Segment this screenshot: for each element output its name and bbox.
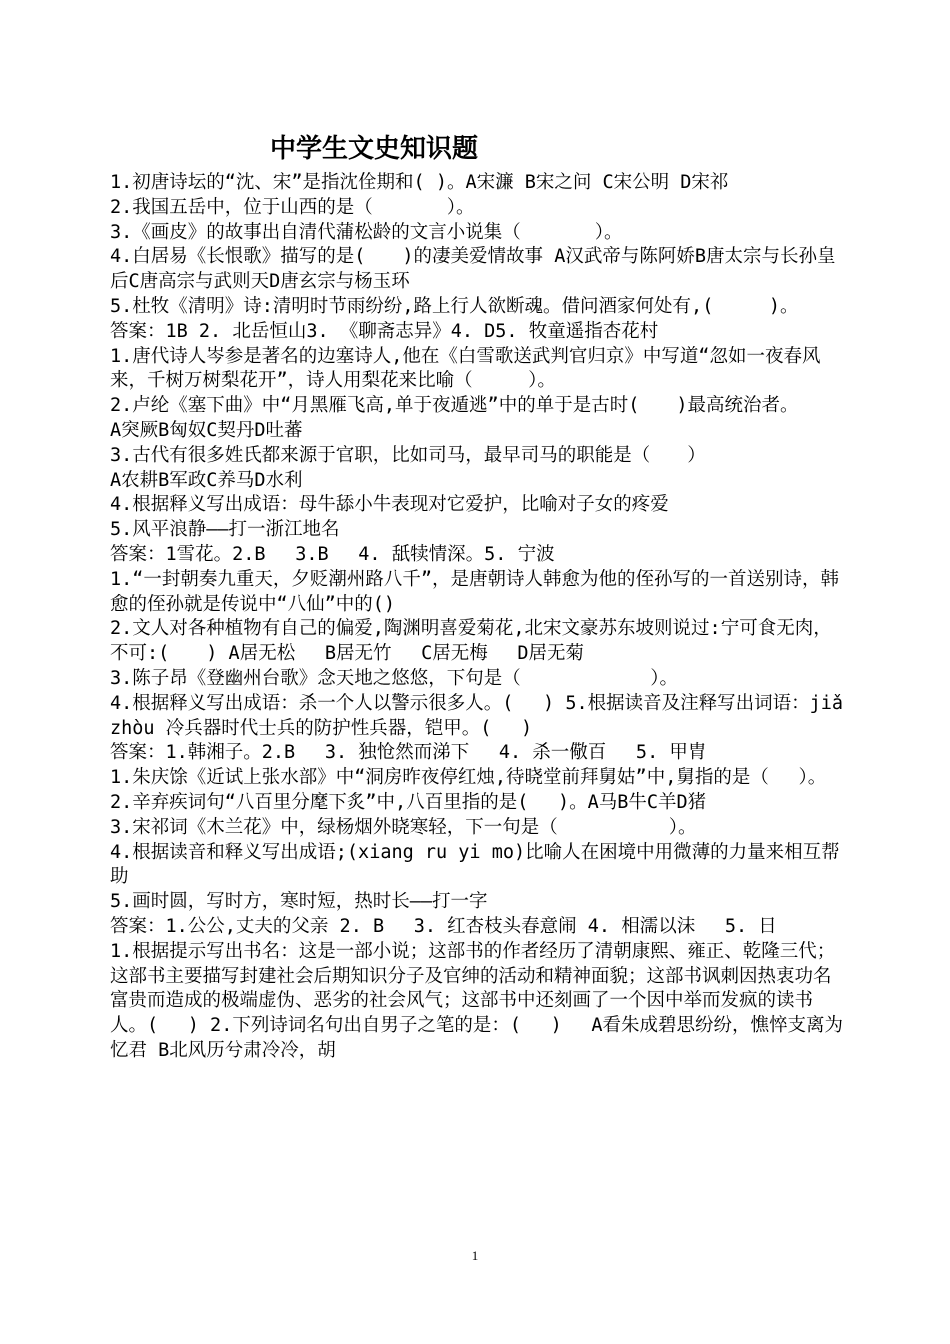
answer-line: 答案：1B 2. 北岳恒山3. 《聊斋志异》4. D5. 牧童遥指杏花村 xyxy=(110,320,659,342)
text-line: 5.画时圆，写时方，寒时短，热时长——打一字 xyxy=(110,891,488,913)
page-number: 1 xyxy=(471,1248,479,1263)
text-line: 1.朱庆馀《近试上张水部》中“洞房昨夜停红烛,待晓堂前拜舅姑”中,舅指的是（ ）。 xyxy=(110,767,827,789)
text-line: 2.文人对各种植物有自己的偏爱,陶渊明喜爱菊花,北宋文豪苏东坡则说过:宁可食无肉，不可:( ) A居无松 B居无竹 C居无梅 D居无菊 xyxy=(110,618,832,665)
text-line: 3.《画皮》的故事出自清代蒲松龄的文言小说集（ ）。 xyxy=(110,221,623,243)
answer-line: 答案：1.韩湘子。2.B 3. 独怆然而涕下 4. 杀一儆百 5. 甲胄 xyxy=(110,742,707,764)
text-line: 4.根据释义写出成语：杀一个人以警示很多人。( ) 5.根据读音及注释写出词语：jiǎ zhòu 冷兵器时代士兵的防护性兵器，铠甲。( ) xyxy=(110,692,855,739)
answer-line: 答案：1雪花。2.B 3.B 4. 舐犊情深。5. 宁波 xyxy=(110,543,555,565)
text-line: 2.卢纶《塞下曲》中“月黑雁飞高,单于夜遁逃”中的单于是古时( )最高统治者。 xyxy=(110,395,799,417)
answer-line: 答案：1.公公,丈夫的父亲 2. B 3. 红杏枝头春意闹 4. 相濡以沫 5. 日 xyxy=(110,915,777,937)
text-line: 3.陈子昂《登幽州台歌》念天地之悠悠，下句是（ ）。 xyxy=(110,667,679,689)
text-line: 2.我国五岳中，位于山西的是（ ）。 xyxy=(110,196,475,218)
text-line: 1.“一封朝奏九重天，夕贬潮州路八千”，是唐朝诗人韩愈为他的侄孙写的一首送别诗，韩愈的侄孙就是传说中“八仙”中的() xyxy=(110,568,840,615)
text-line: 1.初唐诗坛的“沈、宋”是指沈佺期和( )。A宋濂 B宋之问 C宋公明 D宋祁 xyxy=(110,172,729,193)
text-line: 3.宋祁词《木兰花》中，绿杨烟外晓寒轻，下一句是（ ）。 xyxy=(110,816,697,838)
text-line: 1.唐代诗人岑参是著名的边塞诗人,他在《白雪歌送武判官归京》中写道“忽如一夜春风来，千树万树梨花开”，诗人用梨花来比喻（ ）。 xyxy=(110,345,821,392)
text-line: 5.杜牧《清明》诗:清明时节雨纷纷,路上行人欲断魂。借问酒家何处有,( )。 xyxy=(110,295,799,317)
document-body xyxy=(110,171,855,1064)
text-line: 3.古代有很多姓氏都来源于官职，比如司马，最早司马的职能是（ ） xyxy=(110,444,706,466)
text-line: A突厥B匈奴C契丹D吐蕃 xyxy=(110,419,303,441)
text-line: 5.风平浪静——打一浙江地名 xyxy=(110,519,340,541)
text-line: 4.根据读音和释义写出成语;(xiang ru yi mo)比喻人在困境中用微薄的力量来相互帮助 xyxy=(110,841,840,888)
text-line: 1.根据提示写出书名：这是一部小说；这部书的作者经历了清朝康熙、雍正、乾隆三代；这部书主要描写封建社会后期知识分子及官绅的活动和精神面貌；这部书讽刺因热衷功名富贵而造成的极端虚伪、恶劣的社会风气；这部书中还刻画了一个因中举而发疯的读书人。( ) 2.下列诗词名句出自男子之笔的是：( ) A看朱成碧思纷纷，憔悴支离为忆君 B北风历兮肃冷冷，胡 xyxy=(110,940,844,1061)
text-line: A农耕B军政C养马D水利 xyxy=(110,469,303,491)
text-line: 2.辛弃疾词句“八百里分麾下炙”中,八百里指的是( )。A马B牛C羊D猪 xyxy=(110,791,707,813)
document-title: 中学生文史知识题 xyxy=(270,134,479,164)
text-line: 4.根据释义写出成语：母牛舔小牛表现对它爱护，比喻对子女的疼爱 xyxy=(110,494,669,516)
text-line: 4.白居易《长恨歌》描写的是( )的凄美爱情故事 A汉武帝与陈阿娇B唐太宗与长孙皇后C唐高宗与武则天D唐玄宗与杨玉环 xyxy=(110,246,836,293)
